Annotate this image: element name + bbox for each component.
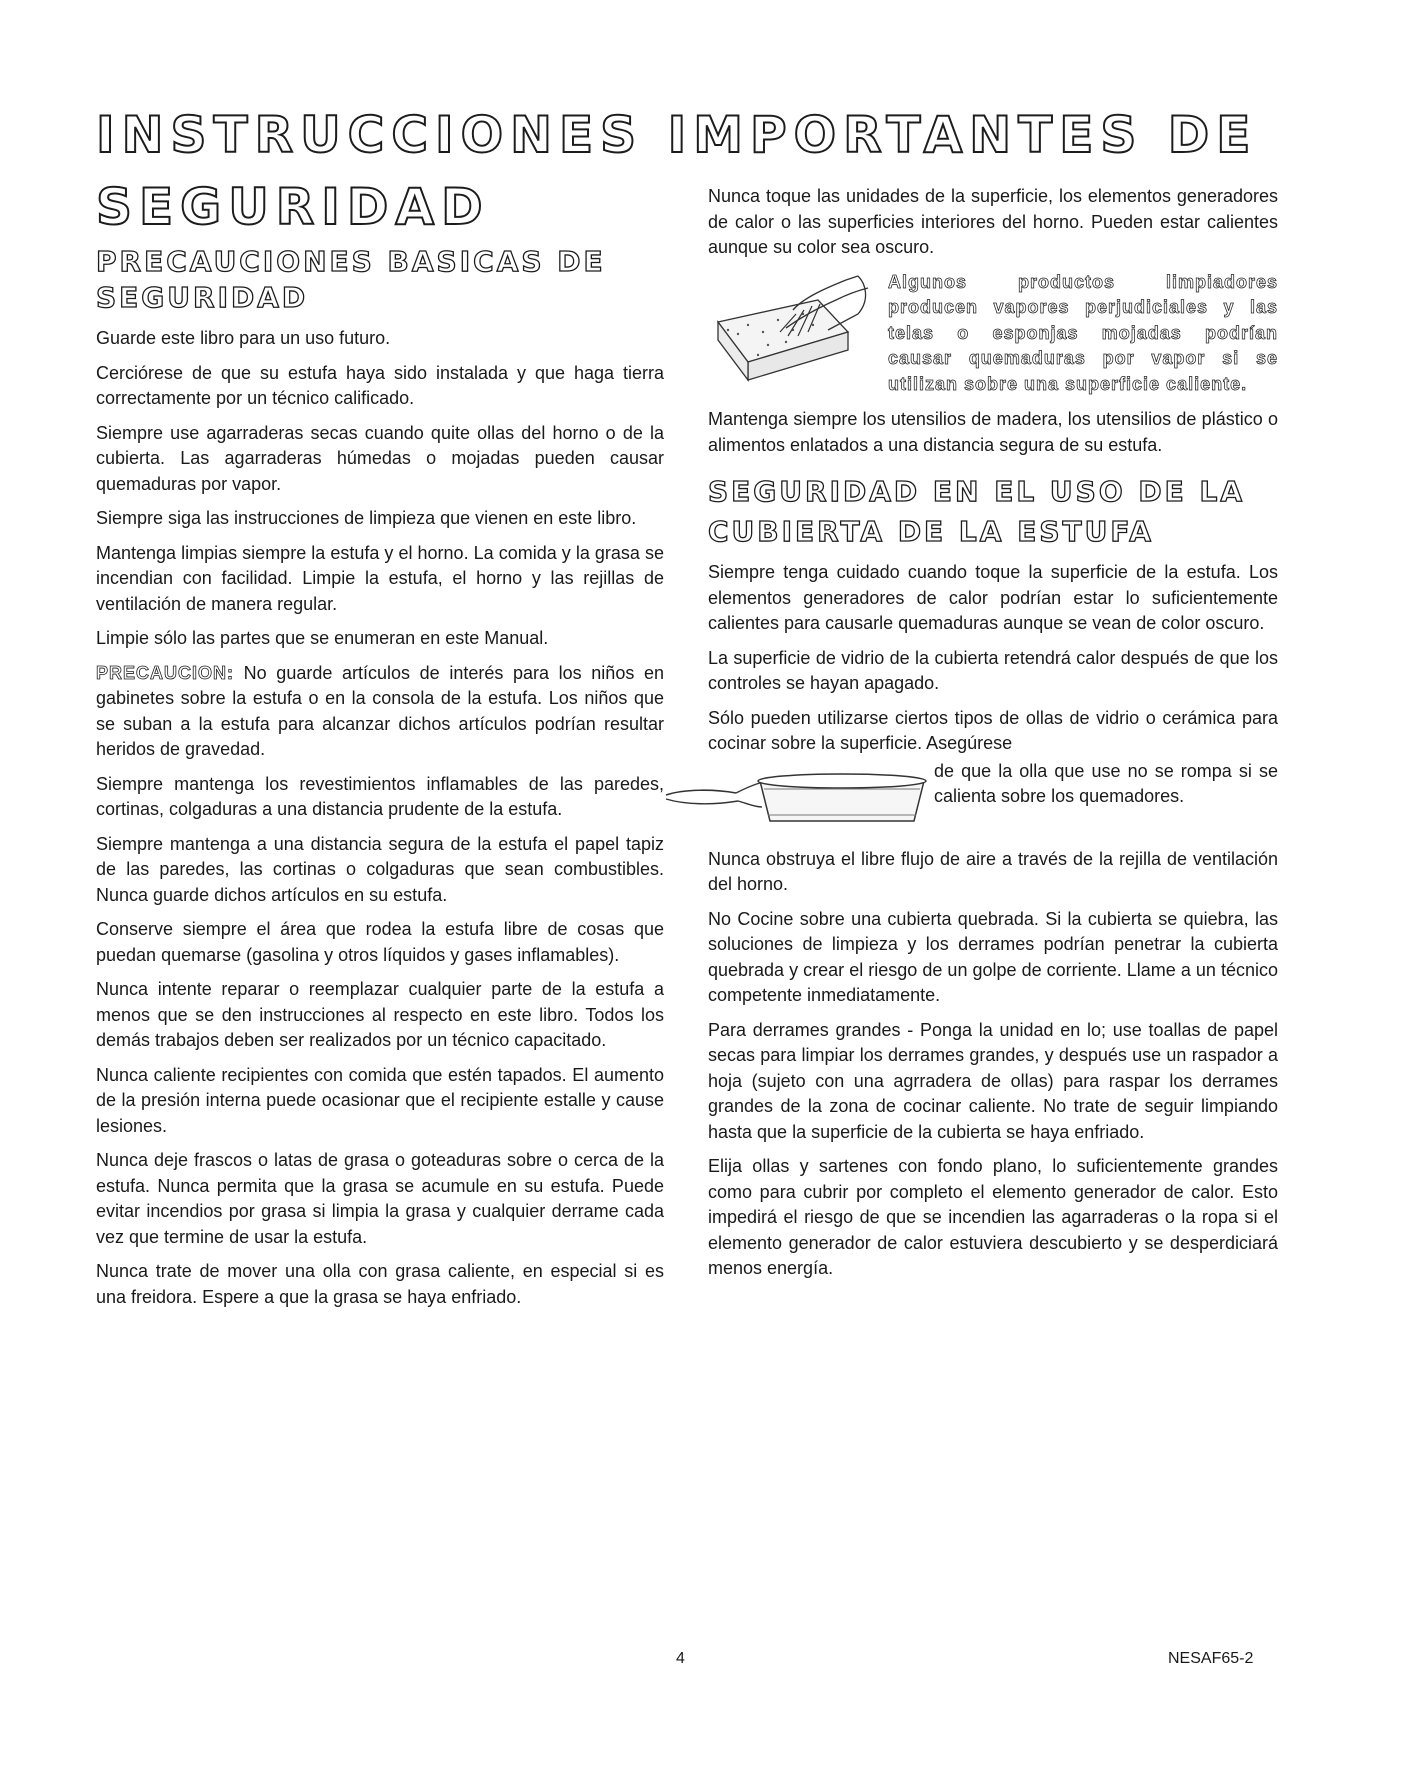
paragraph: La superficie de vidrio de la cubierta retendrá calor después de que los controles se hayan apagado. [708,647,1278,693]
paragraph: Mantenga siempre los utensilios de madera, los utensilios de plástico o alimentos enlatados a una distancia segura de su estufa. [708,409,1278,455]
page-number: 4 [676,1650,685,1667]
left-column [96,244,664,1319]
paragraph: Conserve siempre el área que rodea la estufa libre de cosas que puedan quemarse (gasolina y otros líquidos y gases inflamables). [96,919,664,965]
precaucion-text: No guarde artículos de interés para los niños en gabinetes sobre la estufa o en la consola de la estufa. Los niños que se suban a la estufa para alcanzar dichos artículos podrían resultar heridos de gravedad. [96,662,664,759]
page-title-line1: INSTRUCCIONES IMPORTANTES DE [96,106,1258,164]
paragraph: Nunca obstruya el libre flujo de aire a través de la rejilla de ventilación del horno. [708,848,1278,894]
paragraph: Siempre use agarraderas secas cuando quite ollas del horno o de la cubierta. Las agarraderas húmedas o mojadas pueden causar quemaduras por vapor. [96,422,664,494]
paragraph: Limpie sólo las partes que se enumeran en este Manual. [96,628,549,648]
paragraph: Sólo pueden utilizarse ciertos tipos de ollas de vidrio o cerámica para cocinar sobre la superficie. Asegúrese [708,707,1278,753]
paragraph: No Cocine sobre una cubierta quebrada. Si la cubierta se quiebra, las soluciones de limpieza y los derrames podrían penetrar la cubierta quebrada y crear el riesgo de un golpe de corriente. Llame a un técnico competente inmediatamente. [708,908,1278,1005]
section-heading-cooktop-safety: SEGURIDAD EN EL USO DE LA CUBIERTA DE LA ESTUFA [708,475,1245,548]
precaucion-paragraph [96,661,664,763]
paragraph: Siempre mantenga a una distancia segura de la estufa el papel tapiz de las paredes, las cortinas o colgaduras que sean combustibles. Nunca guarde dichos artículos en su estufa. [96,833,664,905]
section-heading-basic-precautions: PRECAUCIONES BASICAS DE SEGURIDAD [96,245,606,314]
paragraph: Cerciórese de que su estufa haya sido instalada y que haga tierra correctamente por un técnico calificado. [96,362,664,408]
paragraph: Siempre mantenga los revestimientos inflamables de las paredes, cortinas, colgaduras a una distancia prudente de la estufa. [96,773,664,819]
paragraph: Nunca deje frascos o latas de grasa o goteaduras sobre o cerca de la estufa. Nunca permita que la grasa se acumule en su estufa. Puede evitar incendios por grasa si limpia la grasa y cualquier derrame cada vez que termine de usar la estufa. [96,1150,664,1247]
sponge-hand-icon [708,270,888,390]
paragraph: Nunca caliente recipientes con comida que estén tapados. El aumento de la presión interna puede ocasionar que el recipiente estalle y cause lesiones. [96,1064,664,1136]
paragraph: Mantenga limpias siempre la estufa y el horno. La comida y la grasa se incendian con facilidad. Limpie la estufa, el horno y las rejillas de ventilación de manera regular. [96,542,664,614]
paragraph: Siempre tenga cuidado cuando toque la superficie de la estufa. Los elementos generadores de calor podrían estar lo suficientemente calientes para causarle quemaduras aunque se vean de color oscuro. [708,562,1278,633]
page-title-line2: SEGURIDAD [96,178,490,236]
sponge-warning-block [708,270,1278,398]
paragraph: Nunca intente reparar o reemplazar cualquier parte de la estufa a menos que se den instrucciones al respecto en este libro. Todos los demás trabajos deben ser realizados por un técnico capacitado. [96,979,664,1050]
document-code: NESAF65-2 [1168,1650,1254,1667]
cookware-block [708,759,1278,837]
paragraph: Siempre siga las instrucciones de limpieza que vienen en este libro. [96,508,637,528]
sponge-warning-text: Algunos productos limpiadores producen vapores perjudiciales y las telas o esponjas mojadas podrían causar quemaduras por vapor si se utilizan sobre una superficie caliente. [888,271,1278,394]
paragraph-continued: de que la olla que use no se rompa si se calienta sobre los quemadores. [934,760,1278,806]
paragraph: Guarde este libro para un uso futuro. [96,328,391,348]
paragraph: Nunca toque las unidades de la superficie, los elementos generadores de calor o las superficies interiores del horno. Pueden estar calientes aunque su color sea oscuro. [708,186,1278,257]
paragraph: Para derrames grandes - Ponga la unidad en lo; use toallas de papel secas para limpiar los derrames grandes, y después use un raspador a hoja (sujeto con una agrradera de ollas) para raspar los derrames grandes de la zona de cocinar caliente. No trate de seguir limpiando hasta que la superficie de la cubierta se haya enfriado. [708,1019,1278,1142]
precaucion-label: PRECAUCION: [96,662,235,683]
paragraph: Elija ollas y sartenes con fondo plano, lo suficientemente grandes como para cubrir por completo el elemento generador de calor. Esto impedirá el riesgo de que se incendien las agarraderas o la ropa si el elemento generador de calor estuviera descubierto y se desperdiciará menos energía. [708,1156,1278,1278]
right-column [708,184,1278,1291]
glass-pan-icon [664,759,934,837]
paragraph: Nunca trate de mover una olla con grasa caliente, en especial si es una freidora. Espere a que la grasa se haya enfriado. [96,1261,664,1307]
